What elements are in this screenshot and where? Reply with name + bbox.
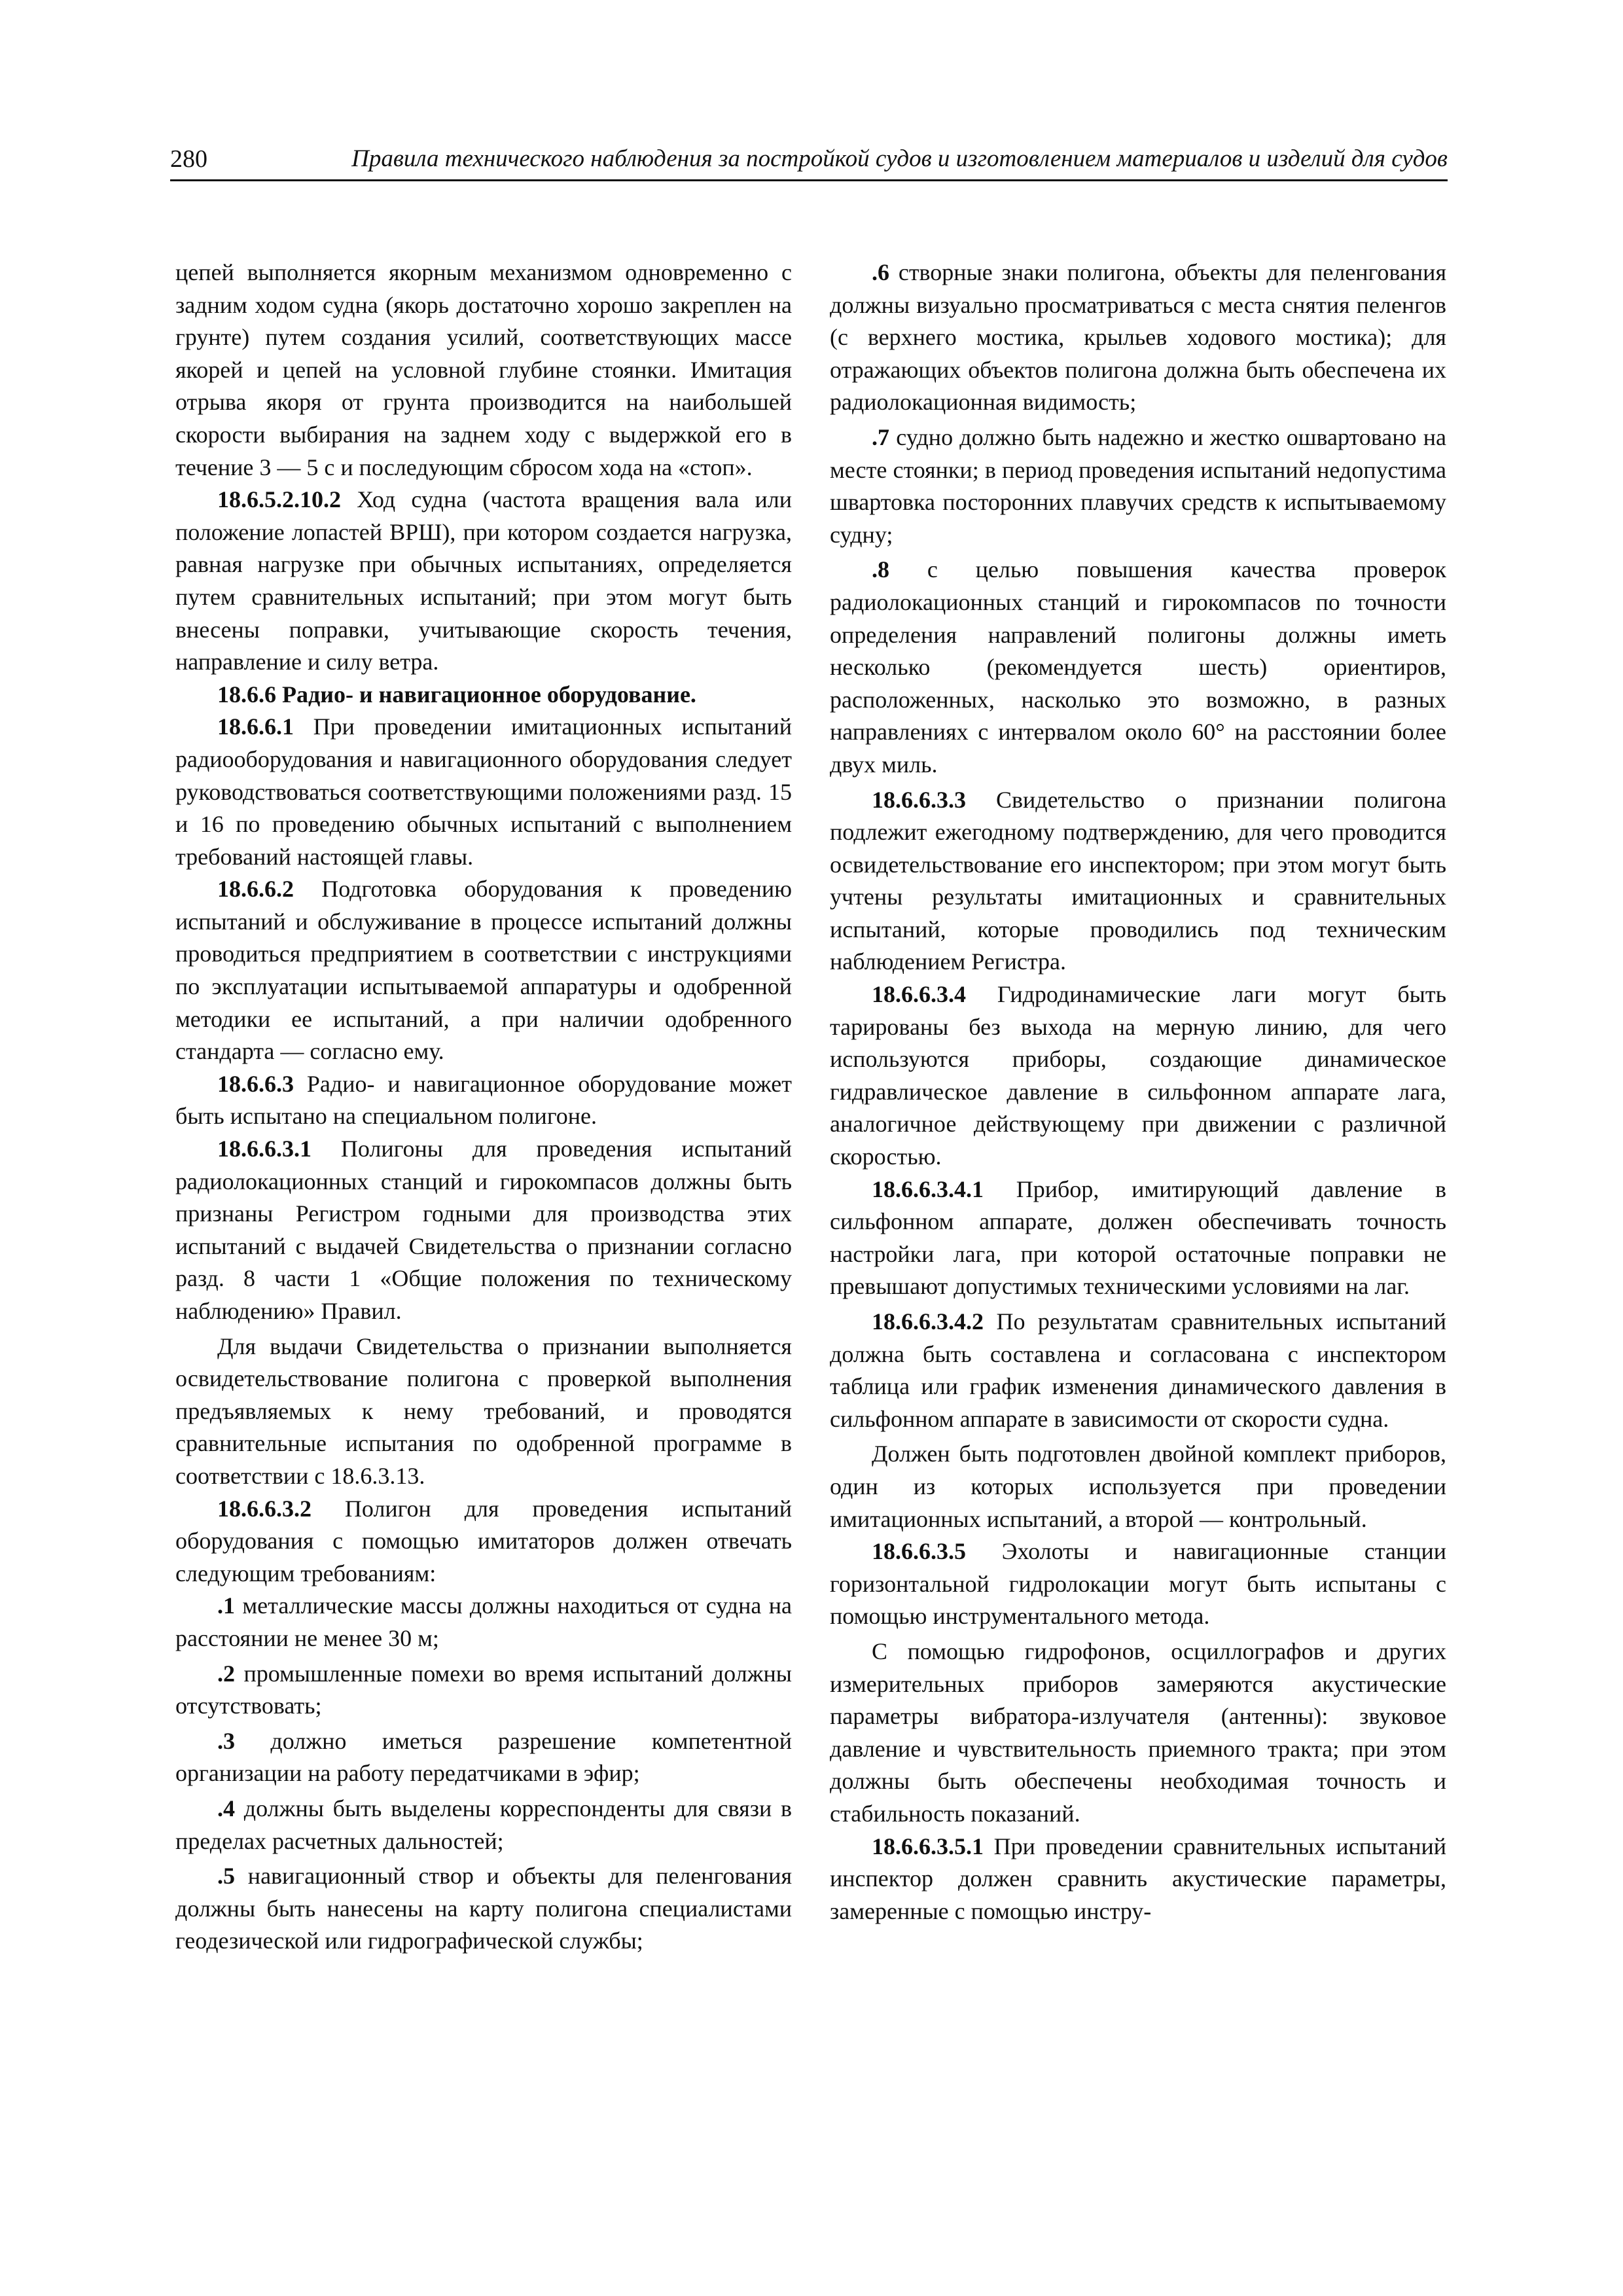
paragraph: 18.6.6.1 При проведении имитационных испытаний радиооборудования и навигационного оборудования следует руководствоваться соответствующими положениями разд. 15 и 16 по проведению обычных испытаний с выполнением требований настоящей главы.: [175, 713, 792, 870]
clause-number: 18.6.6.3: [217, 1070, 294, 1097]
clause-number: 18.6.5.2.10.2: [217, 486, 341, 513]
paragraph: 18.6.5.2.10.2 Ход судна (частота вращения вала или положение лопастей ВРШ), при котором создается нагрузка, равная нагрузке при обычных испытаниях, определяется путем сравнительных испытаний; при этом могут быть внесены поправки, учитывающие скорость течения, направление и силу ветра.: [175, 486, 792, 675]
clause-number: 18.6.6.3.3: [872, 786, 966, 813]
clause-number: 18.6.6.3.2: [217, 1495, 312, 1522]
item-number: .5: [217, 1863, 235, 1890]
left-column: [175, 257, 792, 1958]
list-item: .1 металлические массы должны находиться от судна на расстоянии не менее 30 м;: [175, 1592, 792, 1651]
list-item: .7 судно должно быть надежно и жестко ошвартовано на месте стоянки; в период проведения испытаний недопустима швартовка посторонних плавучих средств к испытываемому судну;: [830, 423, 1446, 548]
clause-number: 18.6.6.2: [217, 876, 294, 903]
list-item: .6 створные знаки полигона, объекты для пеленгования должны визуально просматриваться с места снятия пеленгов (с верхнего мостика, крыльев ходового мостика); для отражающих объектов полигона должна быть обеспечена их радиолокационная видимость;: [830, 259, 1446, 416]
list-item: .3 должно иметься разрешение компетентной организации на работу передатчиками в эфир;: [175, 1727, 792, 1787]
item-number: .6: [872, 259, 889, 285]
list-item: .4 должны быть выделены корреспонденты для связи в пределах расчетных дальностей;: [175, 1795, 792, 1854]
item-number: .2: [217, 1660, 235, 1687]
item-number: .8: [872, 556, 889, 583]
paragraph: 18.6.6.3.4.1 Прибор, имитирующий давление в сильфонном аппарате, должен обеспечивать точность настройки лага, при которой остаточные поправки не превышают допустимых техническими условиями на лаг.: [830, 1175, 1446, 1300]
paragraph: 18.6.6.3 Радио- и навигационное оборудование может быть испытано на специальном полигоне.: [175, 1070, 792, 1130]
clause-number: 18.6.6.1: [217, 713, 294, 740]
paragraph: 18.6.6.2 Подготовка оборудования к проведению испытаний и обслуживание в процессе испытаний должны проводиться предприятием в соответствии с инструкциями по эксплуатации испытываемой аппаратуры и одобренной методики ее испытаний, а при наличии одобренного стандарта — согласно ему.: [175, 876, 792, 1065]
page-header: [170, 143, 1448, 181]
paragraph: С помощью гидрофонов, осциллографов и других измерительных приборов замеряются акустические параметры вибратора-излучателя (антенны): звуковое давление и чувствительность приемного тракта; при этом должны быть обеспечены необходимая точность и стабильность показаний.: [830, 1638, 1446, 1827]
list-item: .2 промышленные помехи во время испытаний должны отсутствовать;: [175, 1660, 792, 1719]
paragraph: Для выдачи Свидетельства о признании выполняется освидетельствование полигона с проверкой выполнения предъявляемых к нему требований, и проводятся сравнительные испытания по одобренной программе в соответствии с 18.6.3.13.: [175, 1333, 792, 1489]
clause-number: 18.6.6.3.5: [872, 1538, 966, 1565]
clause-number: 18.6.6.3.5.1: [872, 1833, 984, 1859]
paragraph: цепей выполняется якорным механизмом одновременно с задним ходом судна (якорь достаточно хорошо закреплен на грунте) путем создания усилий, соответствующих массе якорей и цепей на условной глубине стоянки. Имитация отрыва якоря от грунта производится на наибольшей скорости выбирания на заднем ходу с выдержкой его в течение 3 — 5 с и последующим сбросом хода на «стоп».: [175, 259, 792, 480]
paragraph: 18.6.6.3.3 Свидетельство о признании полигона подлежит ежегодному подтверждению, для чего проводится освидетельствование его инспектором; при этом могут быть учтены результаты имитационных и сравнительных испытаний, которые проводились под техническим наблюдением Регистра.: [830, 786, 1446, 975]
right-column: [830, 257, 1446, 1928]
paragraph: 18.6.6.3.4 Гидродинамические лаги могут быть тарированы без выхода на мерную линию, для чего используются приборы, создающие динамическое гидравлическое давление в сильфонном аппарате лага, аналогичное действующему при движении с различной скоростью.: [830, 981, 1446, 1170]
item-number: .4: [217, 1795, 235, 1821]
clause-number: 18.6.6.3.4: [872, 981, 966, 1008]
page-number: 280: [170, 145, 207, 173]
clause-number: 18.6.6.3.4.1: [872, 1175, 984, 1202]
paragraph: Должен быть подготовлен двойной комплект приборов, один из которых используется при проведении имитационных испытаний, а второй — контрольный.: [830, 1441, 1446, 1532]
paragraph: 18.6.6.3.5 Эхолоты и навигационные станции горизонтальной гидролокации могут быть испытаны с помощью инструментального метода.: [830, 1538, 1446, 1630]
list-item: .5 навигационный створ и объекты для пеленгования должны быть нанесены на карту полигона специалистами геодезической или гидрографической службы;: [175, 1863, 792, 1954]
clause-number: 18.6.6.3.1: [217, 1136, 312, 1162]
paragraph: 18.6.6.3.1 Полигоны для проведения испытаний радиолокационных станций и гирокомпасов должны быть признаны Регистром годными для производства этих испытаний с выдачей Свидетельства о признании согласно разд. 8 части 1 «Общие положения по техническому наблюдению» Правил.: [175, 1136, 792, 1324]
item-number: .1: [217, 1592, 235, 1619]
running-title: Правила технического наблюдения за постройкой судов и изготовлением материалов и изделий для судов: [351, 145, 1448, 172]
section-heading: 18.6.6 Радио- и навигационное оборудование.: [217, 681, 696, 708]
list-item: .8 с целью повышения качества проверок радиолокационных станций и гирокомпасов по точности определения направлений полигоны должны иметь несколько (рекомендуется шесть) ориентиров, расположенных, насколько это возможно, в разных направлениях с интервалом около 60° на расстоянии более двух миль.: [830, 556, 1446, 778]
clause-number: 18.6.6.3.4.2: [872, 1308, 984, 1335]
item-number: .7: [872, 423, 889, 450]
paragraph: 18.6.6.3.5.1 При проведении сравнительных испытаний инспектор должен сравнить акустические параметры, замеренные с помощью инстру-: [830, 1833, 1446, 1924]
item-number: .3: [217, 1727, 235, 1754]
paragraph: 18.6.6.3.2 Полигон для проведения испытаний оборудования с помощью имитаторов должен отвечать следующим требованиям:: [175, 1495, 792, 1587]
paragraph: 18.6.6.3.4.2 По результатам сравнительных испытаний должна быть составлена и согласована с инспектором таблица или график изменения динамического давления в сильфонном аппарате в зависимости от скорости судна.: [830, 1308, 1446, 1432]
